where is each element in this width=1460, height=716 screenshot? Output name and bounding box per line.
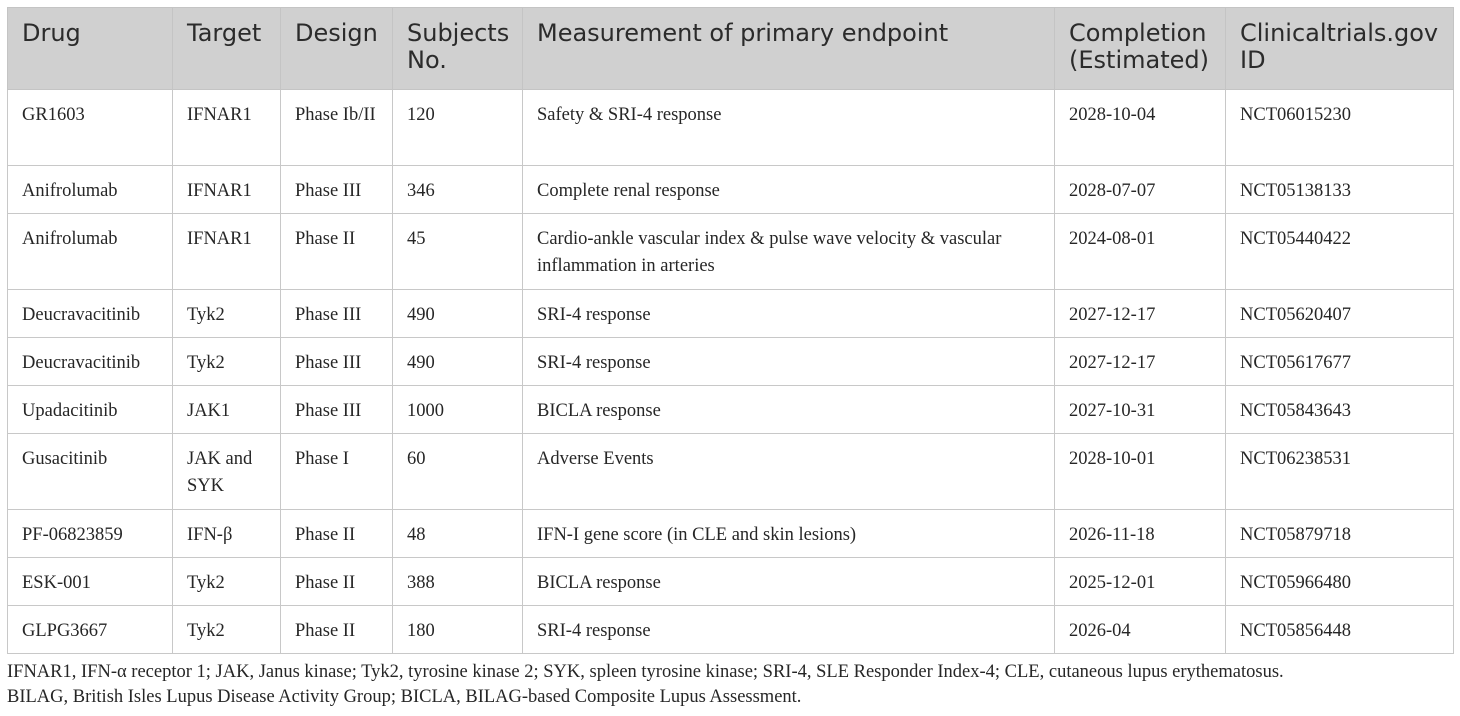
cell-endpoint: SRI-4 response	[523, 606, 1055, 654]
header-target: Target	[173, 8, 281, 90]
cell-drug: Deucravacitinib	[8, 338, 173, 386]
cell-subjects: 490	[393, 290, 523, 338]
cell-completion: 2026-04	[1055, 606, 1226, 654]
cell-drug: PF-06823859	[8, 510, 173, 558]
cell-endpoint: Adverse Events	[523, 434, 1055, 510]
cell-completion: 2028-07-07	[1055, 166, 1226, 214]
cell-subjects: 388	[393, 558, 523, 606]
cell-design: Phase III	[281, 386, 393, 434]
cell-subjects: 60	[393, 434, 523, 510]
table-row	[8, 214, 1454, 290]
cell-drug: Upadacitinib	[8, 386, 173, 434]
cell-target: Tyk2	[173, 558, 281, 606]
cell-drug: Deucravacitinib	[8, 290, 173, 338]
header-subjects: Subjects No.	[393, 8, 523, 90]
cell-subjects: 45	[393, 214, 523, 290]
cell-subjects: 1000	[393, 386, 523, 434]
table-row	[8, 338, 1454, 386]
cell-subjects: 48	[393, 510, 523, 558]
cell-target: Tyk2	[173, 606, 281, 654]
cell-drug: GR1603	[8, 90, 173, 166]
cell-completion: 2026-11-18	[1055, 510, 1226, 558]
table-row	[8, 510, 1454, 558]
cell-endpoint: IFN-I gene score (in CLE and skin lesions)	[523, 510, 1055, 558]
cell-trial-id: NCT05843643	[1226, 386, 1454, 434]
cell-target: IFNAR1	[173, 214, 281, 290]
cell-endpoint: Safety & SRI-4 response	[523, 90, 1055, 166]
cell-completion: 2028-10-01	[1055, 434, 1226, 510]
clinical-trials-table	[7, 7, 1454, 654]
cell-endpoint: Cardio-ankle vascular index & pulse wave velocity & vascular inflammation in arteries	[523, 214, 1055, 290]
header-drug: Drug	[8, 8, 173, 90]
cell-endpoint: BICLA response	[523, 558, 1055, 606]
cell-trial-id: NCT05620407	[1226, 290, 1454, 338]
cell-target: IFN-β	[173, 510, 281, 558]
cell-drug: GLPG3667	[8, 606, 173, 654]
cell-design: Phase II	[281, 510, 393, 558]
cell-drug: ESK-001	[8, 558, 173, 606]
cell-trial-id: NCT05138133	[1226, 166, 1454, 214]
table-row	[8, 386, 1454, 434]
table-row	[8, 558, 1454, 606]
cell-subjects: 180	[393, 606, 523, 654]
header-completion: Completion (Estimated)	[1055, 8, 1226, 90]
table-row	[8, 166, 1454, 214]
table-row	[8, 434, 1454, 510]
cell-trial-id: NCT05879718	[1226, 510, 1454, 558]
cell-drug: Anifrolumab	[8, 214, 173, 290]
cell-design: Phase II	[281, 606, 393, 654]
cell-design: Phase III	[281, 166, 393, 214]
cell-endpoint: Complete renal response	[523, 166, 1055, 214]
header-trial-id: Clinicaltrials.gov ID	[1226, 8, 1454, 90]
footnote-abbreviations-line-2: BILAG, British Isles Lupus Disease Activity Group; BICLA, BILAG-based Composite Lupus Assessment.	[7, 687, 802, 707]
cell-target: JAK and SYK	[173, 434, 281, 510]
cell-design: Phase III	[281, 290, 393, 338]
table-footnote	[7, 660, 1453, 710]
cell-design: Phase I	[281, 434, 393, 510]
cell-drug: Gusacitinib	[8, 434, 173, 510]
table-row	[8, 90, 1454, 166]
cell-completion: 2027-12-17	[1055, 290, 1226, 338]
cell-drug: Anifrolumab	[8, 166, 173, 214]
cell-endpoint: BICLA response	[523, 386, 1055, 434]
cell-completion: 2024-08-01	[1055, 214, 1226, 290]
cell-subjects: 120	[393, 90, 523, 166]
cell-subjects: 490	[393, 338, 523, 386]
footnote-abbreviations-line-1: IFNAR1, IFN-α receptor 1; JAK, Janus kinase; Tyk2, tyrosine kinase 2; SYK, spleen tyrosine kinase; SRI-4, SLE Responder Index-4; CLE, cutaneous lupus erythematosus.	[7, 662, 1284, 682]
cell-target: IFNAR1	[173, 90, 281, 166]
cell-design: Phase III	[281, 338, 393, 386]
cell-trial-id: NCT06015230	[1226, 90, 1454, 166]
table-row	[8, 606, 1454, 654]
cell-design: Phase II	[281, 558, 393, 606]
cell-design: Phase II	[281, 214, 393, 290]
cell-design: Phase Ib/II	[281, 90, 393, 166]
cell-target: Tyk2	[173, 290, 281, 338]
cell-completion: 2025-12-01	[1055, 558, 1226, 606]
clinical-trials-table-container	[7, 7, 1453, 654]
cell-trial-id: NCT05856448	[1226, 606, 1454, 654]
header-endpoint: Measurement of primary endpoint	[523, 8, 1055, 90]
cell-trial-id: NCT05966480	[1226, 558, 1454, 606]
cell-target: JAK1	[173, 386, 281, 434]
cell-target: Tyk2	[173, 338, 281, 386]
cell-endpoint: SRI-4 response	[523, 338, 1055, 386]
cell-completion: 2028-10-04	[1055, 90, 1226, 166]
cell-endpoint: SRI-4 response	[523, 290, 1055, 338]
cell-trial-id: NCT05440422	[1226, 214, 1454, 290]
table-row	[8, 290, 1454, 338]
cell-completion: 2027-12-17	[1055, 338, 1226, 386]
cell-target: IFNAR1	[173, 166, 281, 214]
cell-trial-id: NCT05617677	[1226, 338, 1454, 386]
table-header-row	[8, 8, 1454, 90]
cell-trial-id: NCT06238531	[1226, 434, 1454, 510]
header-design: Design	[281, 8, 393, 90]
cell-subjects: 346	[393, 166, 523, 214]
cell-completion: 2027-10-31	[1055, 386, 1226, 434]
